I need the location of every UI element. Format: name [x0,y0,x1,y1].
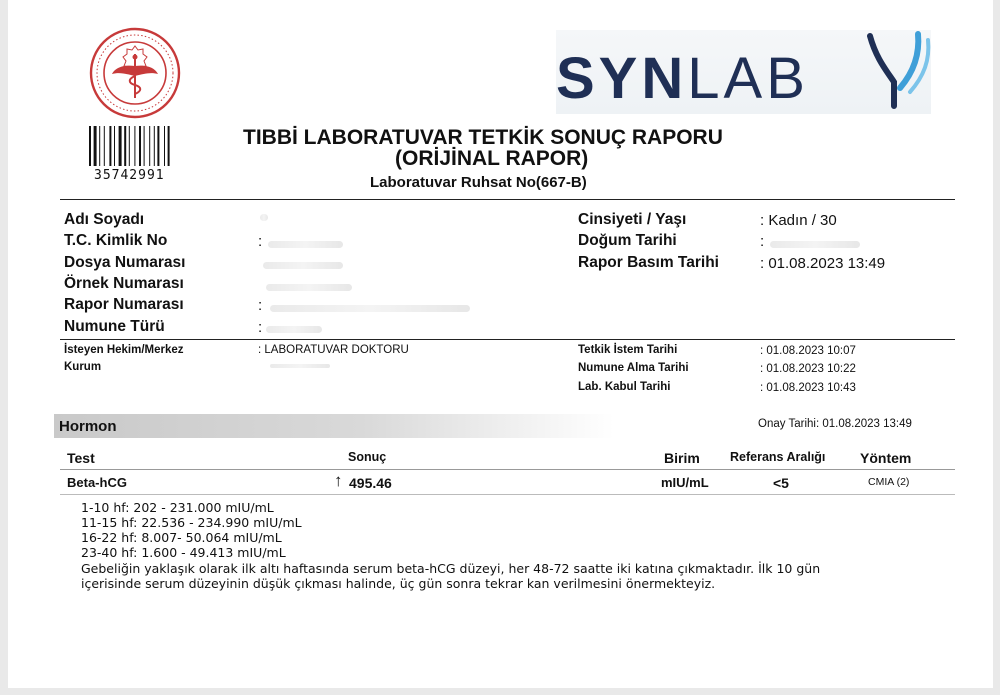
result-unit: mIU/mL [661,475,709,490]
section-title: Hormon [59,418,117,435]
tc-colon: : [258,233,263,250]
redacted-birth-date [770,241,860,248]
synlab-logo: SYNLAB [556,46,809,111]
reference-note: 23-40 hf: 1.600 - 49.413 mIU/mL [81,545,286,560]
barcode-icon [87,126,193,166]
up-arrow-icon: ↑ [334,471,343,490]
reference-note: 16-22 hf: 8.007- 50.064 mIU/mL [81,530,282,545]
col-method: Yöntem [860,450,912,466]
method-value: CMIA (2) [868,476,910,488]
specimen-colon: : [258,319,263,336]
reference-note: 1-10 hf: 202 - 231.000 mIU/mL [81,500,274,515]
doctor-value: : LABORATUVAR DOKTORU [258,344,409,356]
specimen-type-label: Numune Türü [64,318,165,335]
collection-date-value: : 01.08.2023 10:22 [760,363,856,375]
lab-report-document [8,0,993,688]
col-test: Test [67,450,95,466]
ministry-seal-icon [88,26,182,120]
redacted-sample [266,284,352,291]
print-date-value: : 01.08.2023 13:49 [760,255,886,272]
col-result: Sonuç [348,450,387,464]
accept-date-label: Lab. Kabul Tarihi [578,381,671,393]
tc-label: T.C. Kimlik No [64,232,168,249]
sample-number-label: Örnek Numarası [64,275,184,292]
barcode-number: 35742991 [94,168,165,183]
gender-age-value: : Kadın / 30 [760,212,837,229]
redacted-tc [268,241,343,248]
name-label: Adı Soyadı [64,211,145,228]
reference-range: <5 [773,475,789,491]
redacted-name [260,214,268,221]
redacted-file [263,262,343,269]
birth-date-label: Doğum Tarihi [578,232,677,249]
report-colon: : [258,297,263,314]
report-subtitle: (ORİJİNAL RAPOR) [395,147,589,170]
interpretation-note: Gebeliğin yaklaşık olarak ilk altı haftasında serum beta-hCG düzeyi, her 48-72 saatte iki katına çıkmaktadır. İlk 10 gün [81,561,821,576]
report-title: TIBBİ LABORATUVAR TETKİK SONUÇ RAPORU [243,126,723,149]
request-date-label: Tetkik İstem Tarihi [578,344,678,356]
redacted-specimen [266,326,322,333]
report-number-label: Rapor Numarası [64,296,184,313]
divider [60,199,955,200]
file-number-label: Dosya Numarası [64,254,186,271]
redacted-report [270,305,470,312]
divider [60,469,955,470]
test-name: Beta-hCG [67,475,127,490]
print-date-label: Rapor Basım Tarihi [578,254,719,271]
doctor-label: İsteyen Hekim/Merkez [64,344,184,356]
redacted-institution [270,364,330,368]
request-date-value: : 01.08.2023 10:07 [760,345,856,357]
section-header-bar [54,414,614,438]
result-value: 495.46 [349,475,392,491]
reference-note: 11-15 hf: 22.536 - 234.990 mIU/mL [81,515,302,530]
col-unit: Birim [664,450,700,466]
institution-label: Kurum [64,361,102,373]
collection-date-label: Numune Alma Tarihi [578,362,689,374]
divider [60,494,955,495]
accept-date-value: : 01.08.2023 10:43 [760,382,856,394]
divider [60,339,955,340]
synlab-logo-icon [856,30,936,110]
birth-colon: : [760,233,765,250]
col-reference: Referans Aralığı [730,450,826,464]
gender-age-label: Cinsiyeti / Yaşı [578,211,687,228]
interpretation-note: içerisinde serum düzeyinin düşük çıkması halinde, üç gün sonra tekrar kan verilmesini önermekteyiz. [81,576,716,591]
approval-date: Onay Tarihi: 01.08.2023 13:49 [758,418,912,430]
license-number: Laboratuvar Ruhsat No(667-B) [370,174,587,191]
